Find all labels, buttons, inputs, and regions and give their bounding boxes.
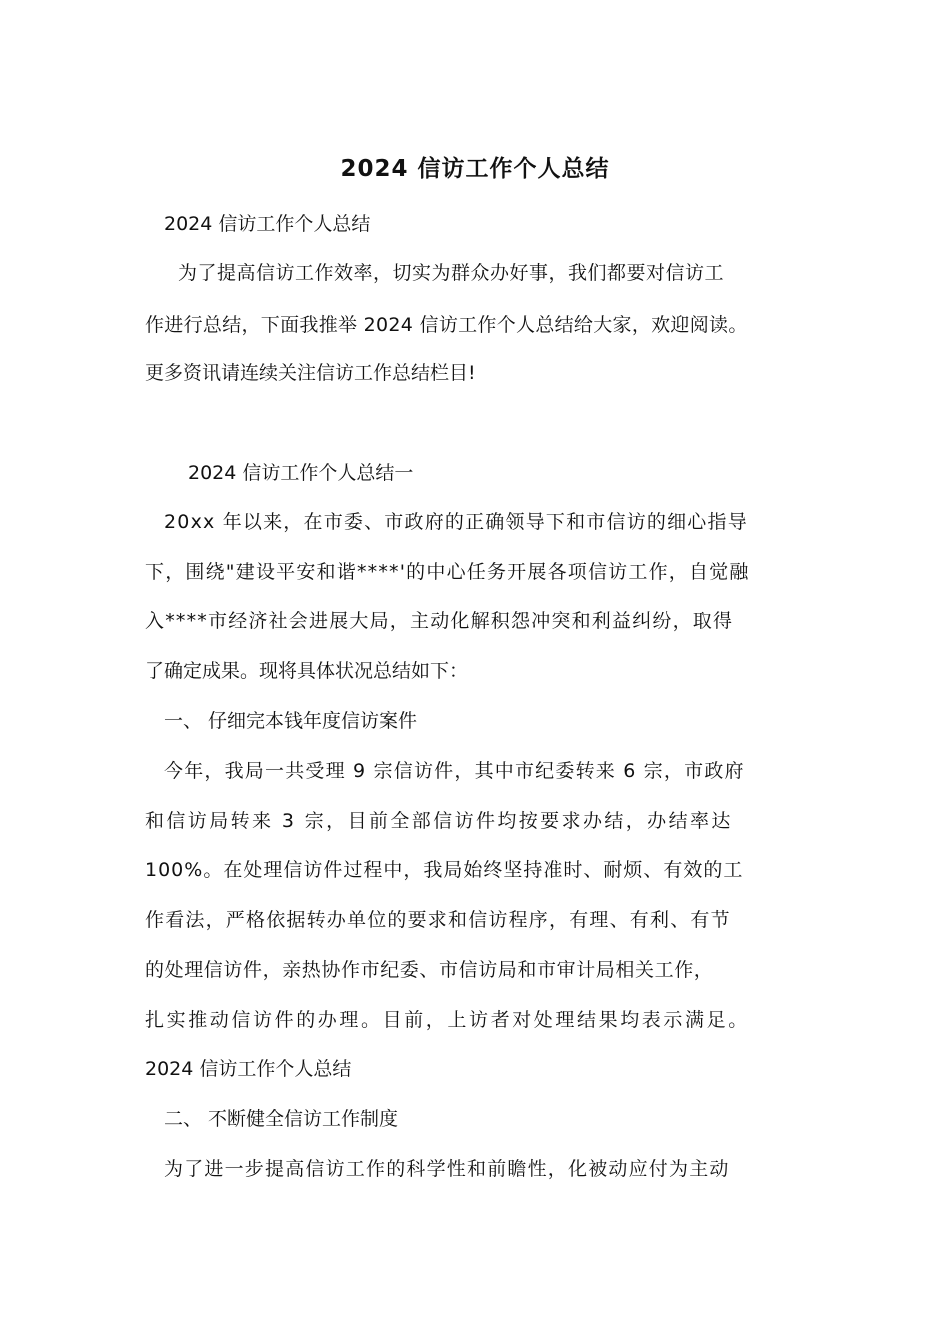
paragraph-2-line-2: 和信访局转来 3 宗，目前全部信访件均按要求办结，办结率达 bbox=[145, 810, 733, 832]
document-title: 2024 信访工作个人总结 bbox=[340, 156, 610, 182]
paragraph-1-line-2: 下，围绕"建设平安和谐****'的中心任务开展各项信访工作，自觉融 bbox=[145, 561, 750, 583]
paragraph-1-line-4: 了确定成果。现将具体状况总结如下： bbox=[145, 660, 469, 682]
paragraph-2-line-1: 今年，我局一共受理 9 宗信访件，其中市纪委转来 6 宗，市政府 bbox=[164, 760, 745, 782]
paragraph-2-line-4: 作看法，严格依据转办单位的要求和信访程序，有理、有利、有节 bbox=[145, 909, 731, 931]
section-heading-1: 2024 信访工作个人总结一 bbox=[188, 462, 414, 484]
paragraph-2-line-6: 扎实推动信访件的办理。目前，上访者对处理结果均表示满足。 bbox=[145, 1009, 750, 1031]
intro-line-3: 更多资讯请连续关注信访工作总结栏目! bbox=[145, 362, 476, 384]
paragraph-1-line-3: 入****市经济社会进展大局，主动化解积怨冲突和利益纠纷，取得 bbox=[145, 610, 734, 632]
paragraph-2-line-5: 的处理信访件，亲热协作市纪委、市信访局和市审计局相关工作， bbox=[145, 959, 714, 981]
subheading-1: 一、 仔细完本钱年度信访案件 bbox=[164, 710, 418, 732]
subheading-2: 二、 不断健全信访工作制度 bbox=[164, 1108, 399, 1130]
paragraph-2-line-3: 100%。在处理信访件过程中，我局始终坚持准时、耐烦、有效的工 bbox=[145, 859, 744, 881]
paragraph-1-line-1: 20xx 年以来，在市委、市政府的正确领导下和市信访的细心指导 bbox=[164, 511, 748, 533]
intro-line-1: 为了提高信访工作效率，切实为群众办好事，我们都要对信访工 bbox=[178, 262, 725, 284]
paragraph-3-line-1: 为了进一步提高信访工作的科学性和前瞻性，化被动应付为主动 bbox=[164, 1158, 730, 1180]
document-subtitle: 2024 信访工作个人总结 bbox=[164, 213, 371, 235]
intro-line-2: 作进行总结，下面我推举 2024 信访工作个人总结给大家，欢迎阅读。 bbox=[145, 314, 748, 336]
paragraph-2-line-7: 2024 信访工作个人总结 bbox=[145, 1058, 352, 1080]
